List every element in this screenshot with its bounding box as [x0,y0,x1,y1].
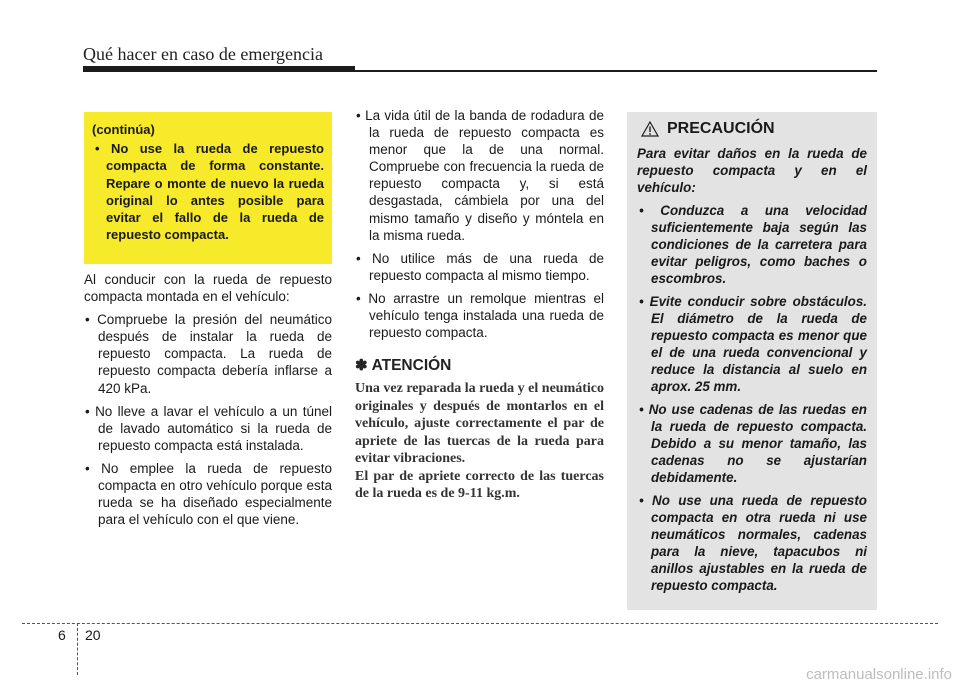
atencion-title: ATENCIÓN [371,357,452,375]
precaucion-heading [641,120,867,138]
left-column-intro: Al conducir con la rueda de repuesto compacta montada en el vehículo: [84,272,332,305]
list-item-text: No arrastre un remolque mientras el vehículo tenga instalada una rueda de repuesto compacta. [368,290,604,341]
list-item [637,202,867,287]
list-item-text: La vida útil de la banda de rodadura de la rueda de repuesto compacta es menor que la de una normal. Compruebe con frecuencia la rueda de repuesto compacta y, si está desgastada, cámbiela por una del mismo tamaño y diseño y móntela en la misma rueda. [365,108,604,243]
continued-box-title: (continúa) [92,122,155,137]
page-number: 20 [85,627,101,643]
page-header-title: Qué hacer en caso de emergencia [83,44,324,64]
list-item-text: Evite conducir sobre obstáculos. El diámetro de la rueda de repuesto compacta es menor que el de una rueda convencional y reduce la distancia al suelo en aprox. 25 mm. [649,294,867,394]
list-item [355,250,604,284]
asterisk-icon: ✽ [355,357,368,375]
precaucion-intro: Para evitar daños en la rueda de repuesto compacta y en el vehículo: [637,146,867,195]
header-rule [83,70,877,72]
list-item-text: Conduzca a una velocidad suficientemente baja según las condiciones de la carretera para evitar peligros, como baches o escombros. [651,203,867,286]
list-item [637,401,867,486]
chapter-number: 6 [58,627,66,643]
bullet-icon: • [85,312,90,328]
list-item-text: No lleve a lavar el vehículo a un túnel de lavado automático si la rueda de repuesto compacta está instalada. [95,403,332,453]
bullet-icon: • [639,493,644,508]
atencion-paragraph: Una vez reparada la rueda y el neumático originales y después de montarlos en el vehículo, ajuste correctamente el par de apriete de las tuercas de la rueda para evitar vibraciones. [355,381,604,467]
bullet-icon: • [356,108,361,123]
bullet-icon: • [356,290,361,306]
bullet-icon: • [85,403,90,419]
list-item [84,403,332,454]
bullet-icon: • [639,402,644,417]
bullet-icon: • [639,294,644,309]
list-item [84,460,332,528]
list-item-text: Compruebe la presión del neumático después de instalar la rueda de repuesto compacta. La rueda de repuesto compacta debería inflarse a 420 kPa. [97,312,332,396]
continued-box-bullet-text: No use la rueda de repuesto compacta de forma constante. Repare o monte de nuevo la rueda original lo antes posible para evitar el fallo de la rueda de repuesto compacta. [106,141,324,243]
list-item [355,107,604,244]
list-item-text: No emplee la rueda de repuesto compacta en otro vehículo porque esta rueda se ha diseñado especialmente para el vehículo con el que viene. [98,460,332,528]
atencion-body [355,380,604,503]
continued-box-bullet [92,140,324,243]
bullet-icon: • [85,460,90,476]
atencion-paragraph: El par de apriete correcto de las tuercas de la rueda es de 9-11 kg.m. [355,468,604,502]
list-item-text: No use una rueda de repuesto compacta en otra rueda ni use neumáticos normales, cadenas para la nieve, tapacubos ni anillos ajustables en la rueda de repuesto compacta. [651,493,867,593]
footer-rule [22,623,938,624]
watermark: carmanualsonline.info [806,666,952,683]
list-item-text: No use cadenas de las ruedas en la rueda de repuesto compacta. Debido a su menor tamaño, las cadenas no se ajustarían debidamente. [648,402,867,485]
bullet-icon: • [95,141,100,157]
list-item [355,290,604,341]
precaucion-title: PRECAUCIÓN [667,120,775,137]
left-column [84,271,332,534]
page-number-divider [77,623,78,675]
bullet-icon: • [639,203,644,218]
warning-triangle-icon [641,121,659,137]
list-item [637,293,867,395]
middle-column [355,107,604,503]
atencion-heading [355,357,604,374]
bullet-icon: • [356,250,361,266]
list-item [637,492,867,594]
precaucion-box [627,112,877,610]
list-item-text: No utilice más de una rueda de repuesto compacta al mismo tiempo. [369,250,604,283]
continued-warning-box [84,112,332,264]
list-item [84,311,332,396]
